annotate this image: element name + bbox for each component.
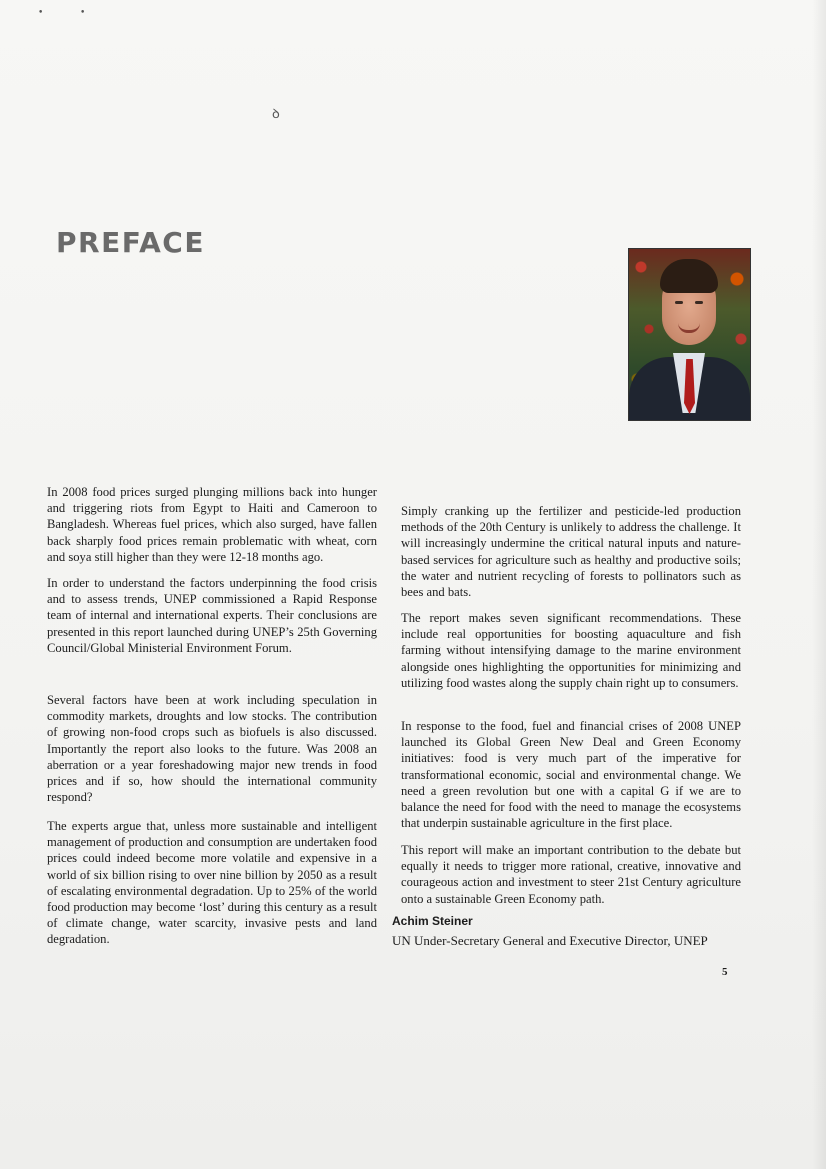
author-photo	[629, 249, 750, 420]
scan-speck: •	[80, 8, 86, 18]
paragraph: The experts argue that, unless more sustainable and intelligent management of production and consumption are undertaken food prices could indeed become more volatile and expensive in a world of six billion rising to over nine billion by 2050 as a result of escalating environmental degradation. Up to 25% of the world food production may become ‘lost’ during this century as a result of climate change, water scarcity, invasive pests and land degradation.	[47, 819, 377, 947]
paragraph: The report makes seven significant recommendations. These include real opportunities for boosting aquaculture and fish farming without intensifying damage to the marine environment alongside ones highlighting the opportunities for minimizing and utilizing food wastes along the supply chain right up to consumers.	[401, 611, 741, 690]
signature-name: Achim Steiner	[392, 914, 473, 928]
page-number: 5	[722, 966, 728, 978]
scan-edge-shadow	[812, 0, 826, 1169]
paragraph: This report will make an important contribution to the debate but equally it needs to trigger more rational, creative, innovative and courageous action and investment to steer 21st Century agriculture onto a sustainable Green Economy path.	[401, 843, 741, 906]
signature-title: UN Under-Secretary General and Executive Director, UNEP	[392, 933, 708, 948]
paragraph: Several factors have been at work including speculation in commodity markets, droughts and low stocks. The contribution of growing non-food crops such as biofuels is also discussed. Importantly the report also looks to the future. Was 2008 an aberration or a year foreshadowing major new trends in food prices and if so, how should the international community respond?	[47, 693, 377, 805]
handwritten-mark: ꝺ	[272, 107, 280, 122]
paragraph: In order to understand the factors underpinning the food crisis and to assess trends, UNEP commissioned a Rapid Response team of internal and international experts. Their conclusions are presented in this report launched during UNEP’s 25th Governing Council/Global Ministerial Environment Forum.	[47, 576, 377, 655]
paragraph: Simply cranking up the fertilizer and pesticide-led production methods of the 20th Century is unlikely to address the challenge. It will increasingly undermine the critical natural inputs and nature-based services for agriculture such as healthy and productive soils; the water and nutrient recycling of forests to pollinators such as bees and bats.	[401, 504, 741, 600]
paragraph: In response to the food, fuel and financial crises of 2008 UNEP launched its Global Green New Deal and Green Economy initiatives: food is very much part of the imperative for transformational economic, social and environmental change. We need a green revolution but one with a capital G if we are to balance the need for food with the need to manage the ecosystems that underpin sustainable agriculture in the first place.	[401, 719, 741, 831]
paragraph: In 2008 food prices surged plunging millions back into hunger and triggering riots from Egypt to Haiti and Cameroon to Bangladesh. Whereas fuel prices, which also surged, have fallen back sharply food prices remain problematic with wheat, corn and soya still higher than they were 12-18 months ago.	[47, 485, 377, 564]
page-title: PREFACE	[56, 226, 205, 259]
scan-speck: •	[38, 8, 44, 18]
